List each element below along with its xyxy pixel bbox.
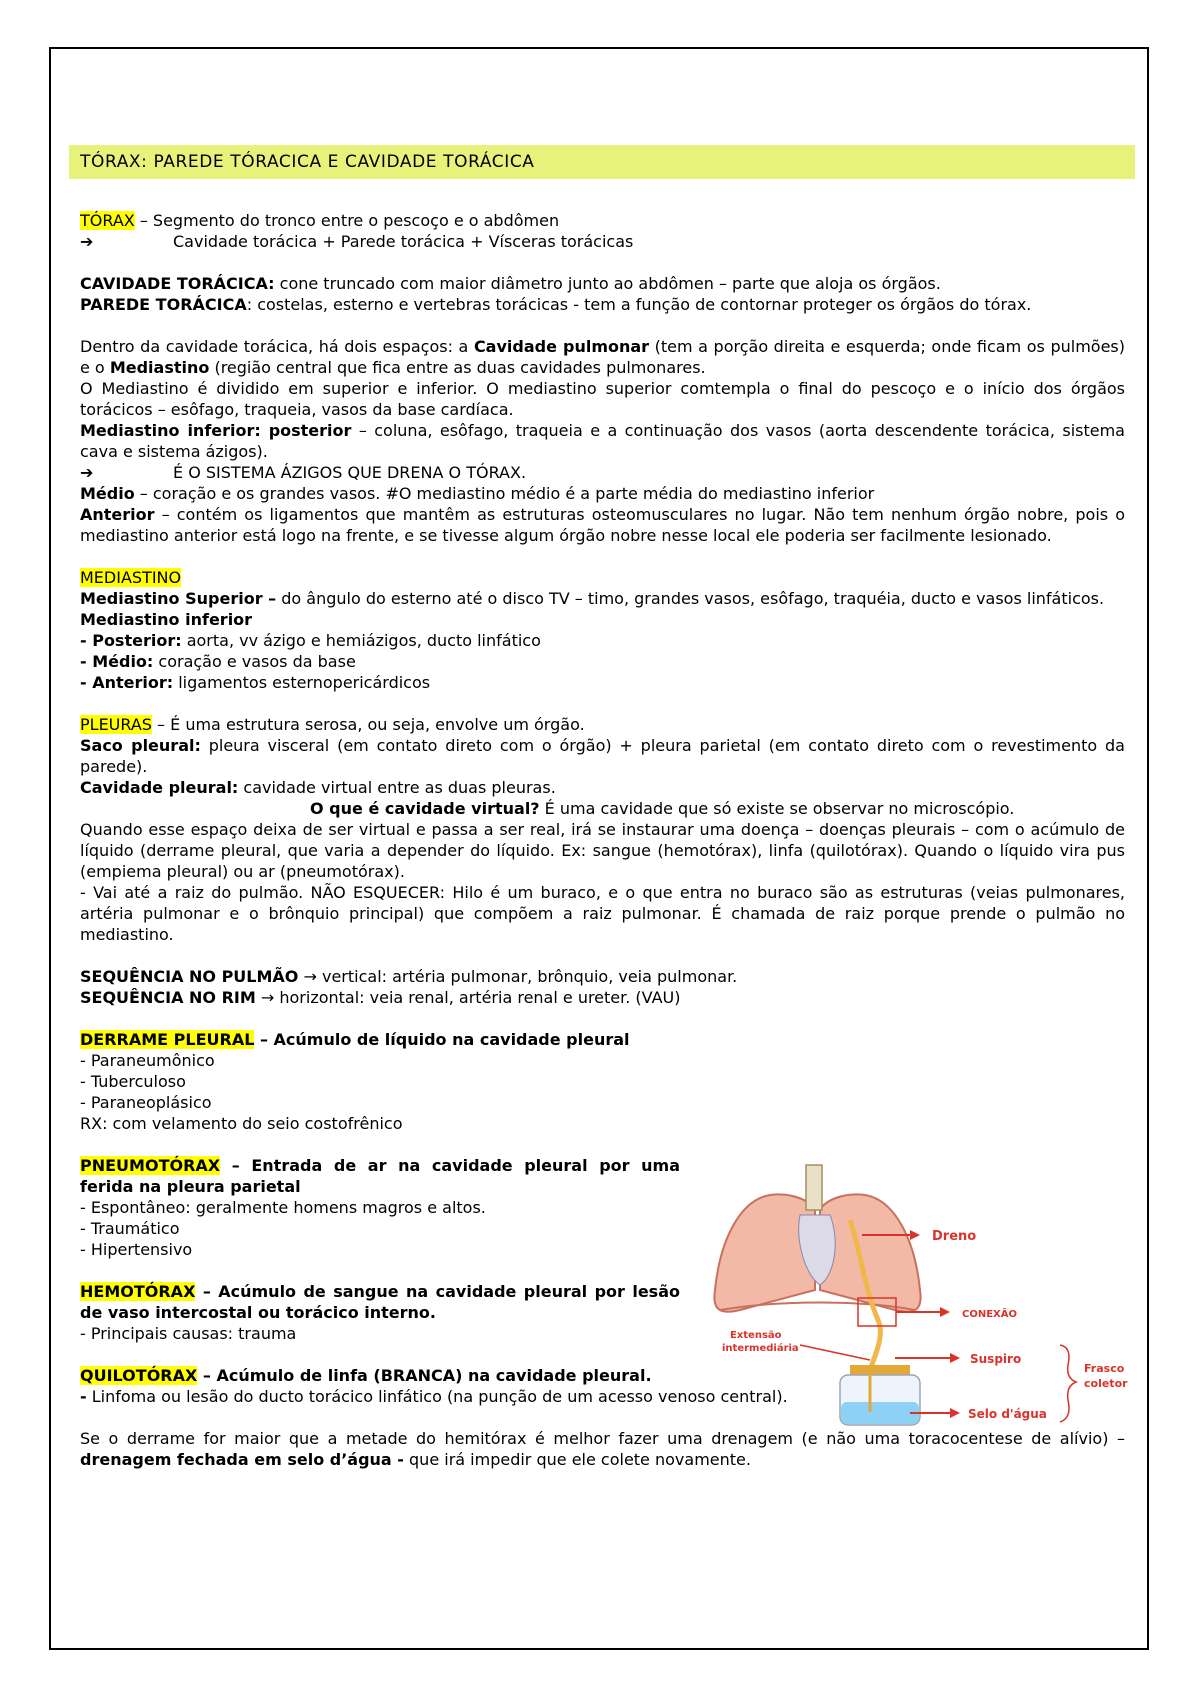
arrow-icon: ➔ bbox=[80, 232, 94, 251]
intro-line: TÓRAX – Segmento do tronco entre o pescoço e o abdômen bbox=[80, 211, 560, 230]
list-item: - Tuberculoso bbox=[80, 1072, 186, 1091]
mediastino-inferior-line: Mediastino inferior: posterior – coluna, esôfago, traqueia e a continuação dos vasos (aorta descendente torácica, sistema cava e sistema ázigos). bbox=[80, 421, 1125, 461]
list-item: RX: com velamento do seio costofrênico bbox=[80, 1114, 403, 1133]
mediastino-heading: MEDIASTINO bbox=[80, 568, 182, 587]
label-coletor: coletor bbox=[1084, 1377, 1128, 1390]
chest-drain-illustration bbox=[700, 1160, 1140, 1430]
sequencia-rim: SEQUÊNCIA NO RIM → horizontal: veia renal, artéria renal e ureter. (VAU) bbox=[80, 988, 681, 1007]
list-item: - Médio: coração e vasos da base bbox=[80, 652, 356, 671]
medio-line: Médio – coração e os grandes vasos. #O mediastino médio é a parte média do mediastino inferior bbox=[80, 484, 875, 503]
page-title: TÓRAX: PAREDE TÓRACICA E CAVIDADE TORÁCICA bbox=[80, 152, 535, 172]
hemo-heading: HEMOTÓRAX – Acúmulo de sangue na cavidade pleural por lesão de vaso intercostal ou torácico interno. bbox=[80, 1282, 680, 1322]
final-paragraph: Se o derrame for maior que a metade do hemitórax é melhor fazer uma drenagem (e não uma toracocentese de alívio) – drenagem fechada em selo d’água - que irá impedir que ele colete novamente. bbox=[80, 1429, 1125, 1469]
list-item: - Espontâneo: geralmente homens magros e altos. bbox=[80, 1198, 486, 1217]
list-item: - Linfoma ou lesão do ducto torácico linfático (na punção de um acesso venoso central). bbox=[80, 1387, 788, 1406]
list-item: - Principais causas: trauma bbox=[80, 1324, 297, 1343]
label-intermediaria: intermediária bbox=[722, 1343, 799, 1354]
label-frasco: Frasco bbox=[1084, 1362, 1125, 1375]
cavidade-pleural: Cavidade pleural: cavidade virtual entre as duas pleuras. bbox=[80, 778, 556, 797]
list-item: - Hipertensivo bbox=[80, 1240, 193, 1259]
saco-pleural: Saco pleural: pleura visceral (em contato direto com o órgão) + pleura parietal (em contato direto com o revestimento da parede). bbox=[80, 736, 1125, 776]
dentro-paragraph: Dentro da cavidade torácica, há dois espaços: a Cavidade pulmonar (tem a porção direita e esquerda; onde ficam os pulmões) e o Mediastino (região central que fica entre as duas cavidades pulmonares. bbox=[80, 337, 1125, 377]
parede-line: PAREDE TORÁCICA: costelas, esterno e vertebras torácicas - tem a função de contornar proteger os órgãos do tórax. bbox=[80, 295, 1032, 314]
mediastino-division: O Mediastino é dividido em superior e inferior. O mediastino superior comtempla o final do pescoço e o início dos órgãos torácicos – esôfago, traqueia, vasos da base cardíaca. bbox=[80, 379, 1125, 419]
label-dreno: Dreno bbox=[932, 1229, 977, 1244]
quando-paragraph: Quando esse espaço deixa de ser virtual e passa a ser real, irá se instaurar uma doença – doenças pleurais – com o acúmulo de líquido (derrame pleural, que varia a depender do líquido. Ex: sangue (hemotórax), linfa (quilotórax). Quando o líquido vira pus (empiema pleural) ou ar (pneumotórax). bbox=[80, 820, 1125, 881]
raiz-paragraph: - Vai até a raiz do pulmão. NÃO ESQUECER: Hilo é um buraco, e o que entra no buraco são as estruturas (veias pulmonares, artéria pulmonar e o brônquio principal) que compõem a raiz pulmonar. É chamada de raiz porque prende o pulmão no mediastino. bbox=[80, 883, 1125, 944]
lungs-icon bbox=[714, 1165, 920, 1312]
pleuras-line: PLEURAS – É uma estrutura serosa, ou seja, envolve um órgão. bbox=[80, 715, 585, 734]
term-torax: TÓRAX bbox=[80, 211, 135, 230]
list-item: - Posterior: aorta, vv ázigo e hemiázigos, ducto linfático bbox=[80, 631, 541, 650]
mediastino-inferior-heading: Mediastino inferior bbox=[80, 610, 253, 629]
mediastino-superior: Mediastino Superior – do ângulo do esterno até o disco TV – timo, grandes vasos, esôfago, traquéia, ducto e vasos linfáticos. bbox=[80, 589, 1105, 608]
anterior-line: Anterior – contém os ligamentos que mantêm as estruturas osteomusculares no lugar. Não tem nenhum órgão nobre, pois o mediastino anterior está logo na frente, e se tivesse algum órgão nobre nesse local ele poderia ser facilmente lesionado. bbox=[80, 505, 1125, 545]
label-conexao: CONEXÃO bbox=[962, 1309, 1017, 1320]
quilo-heading: QUILOTÓRAX – Acúmulo de linfa (BRANCA) na cavidade pleural. bbox=[80, 1366, 652, 1385]
label-extensao: Extensão bbox=[730, 1330, 782, 1341]
arrow-icon: ➔ bbox=[80, 463, 94, 482]
cavidade-line: CAVIDADE TORÁCICA: cone truncado com maior diâmetro junto ao abdômen – parte que aloja os órgãos. bbox=[80, 274, 941, 293]
list-item: - Anterior: ligamentos esternopericárdicos bbox=[80, 673, 431, 692]
derrame-heading: DERRAME PLEURAL – Acúmulo de líquido na cavidade pleural bbox=[80, 1030, 630, 1049]
sequencia-pulmao: SEQUÊNCIA NO PULMÃO → vertical: artéria pulmonar, brônquio, veia pulmonar. bbox=[80, 967, 738, 986]
cavidade-virtual-question: O que é cavidade virtual? É uma cavidade que só existe se observar no microscópio. bbox=[310, 799, 1015, 818]
label-selo: Selo d'água bbox=[968, 1407, 1047, 1421]
azigos-line: ➔ É O SISTEMA ÁZIGOS QUE DRENA O TÓRAX. bbox=[80, 463, 527, 482]
list-item: - Traumático bbox=[80, 1219, 180, 1238]
list-item: - Paraneoplásico bbox=[80, 1093, 212, 1112]
collection-bottle-icon bbox=[840, 1365, 920, 1425]
pneumo-heading: PNEUMOTÓRAX – Entrada de ar na cavidade pleural por uma ferida na pleura parietal bbox=[80, 1156, 680, 1196]
label-suspiro: Suspiro bbox=[970, 1352, 1022, 1366]
intro-arrow-line: ➔ Cavidade torácica + Parede torácica + Vísceras torácicas bbox=[80, 232, 634, 251]
list-item: - Paraneumônico bbox=[80, 1051, 215, 1070]
